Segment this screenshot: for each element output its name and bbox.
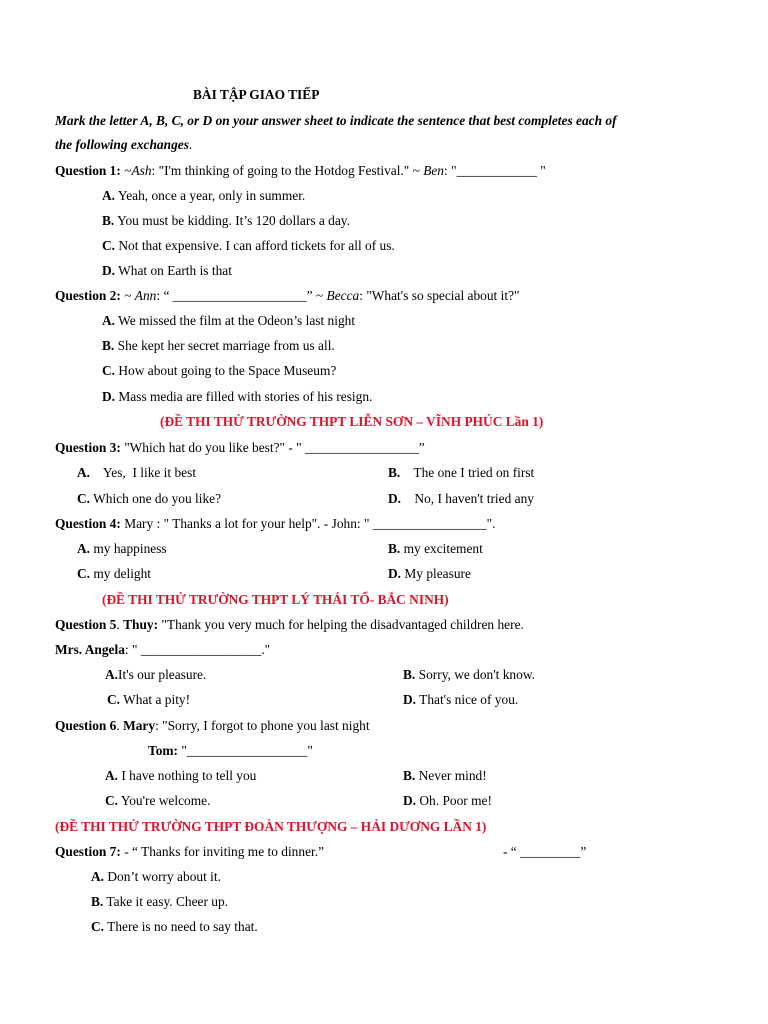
answer-blank: _________________ bbox=[372, 516, 487, 531]
option-text: Oh. Poor me! bbox=[416, 793, 492, 808]
option-a bbox=[105, 666, 206, 683]
q6-text: : "Sorry, I forgot to phone you last night bbox=[155, 718, 370, 733]
option-text: We missed the film at the Odeon’s last night bbox=[115, 313, 356, 328]
option-letter: B. bbox=[102, 213, 115, 228]
source-heading-2: (ĐỀ THI THỬ TRƯỜNG THPT LÝ THÁI TỔ- BẮC NINH) bbox=[102, 592, 449, 607]
speaker: Becca bbox=[326, 288, 360, 303]
instruction-period: . bbox=[188, 137, 193, 152]
option-text: Not that expensive. I can afford tickets for all of us. bbox=[115, 238, 395, 253]
option-text: Sorry, we don't know. bbox=[415, 667, 535, 682]
question-label: Question 5 bbox=[55, 617, 117, 632]
q2-pre: ~ bbox=[120, 288, 135, 303]
question-6 bbox=[55, 717, 370, 734]
instruction-line-1: Mark the letter A, B, C, or D on your answer sheet to indicate the sentence that best completes each of bbox=[55, 113, 617, 128]
question-label: Question 3: bbox=[55, 440, 121, 455]
option-b bbox=[403, 767, 487, 784]
option-letter: C. bbox=[77, 491, 91, 506]
option-d bbox=[388, 490, 534, 507]
option-b bbox=[388, 540, 483, 557]
q5-text: : " bbox=[124, 642, 141, 657]
answer-blank: _________ bbox=[520, 844, 581, 859]
option-text: Don’t worry about it. bbox=[104, 869, 221, 884]
option-c bbox=[105, 792, 210, 809]
option-letter: D. bbox=[403, 793, 417, 808]
option-c bbox=[77, 565, 151, 582]
q6-end: " bbox=[307, 743, 313, 758]
option-letter: A. bbox=[91, 869, 105, 884]
option-letter: A. bbox=[77, 541, 91, 556]
option-letter: B. bbox=[403, 768, 416, 783]
option-c bbox=[102, 362, 336, 379]
option-b bbox=[91, 893, 228, 910]
answer-blank: ____________________ bbox=[172, 288, 307, 303]
q7-reply: - “ bbox=[503, 844, 521, 859]
option-text: No, I haven't tried any bbox=[401, 491, 534, 506]
option-text: Yes, I like it best bbox=[90, 465, 197, 480]
option-letter: D. bbox=[388, 491, 402, 506]
answer-blank: __________________ bbox=[186, 743, 308, 758]
option-a bbox=[102, 312, 355, 329]
q2-text: ” ~ bbox=[306, 288, 327, 303]
q2-text: : “ bbox=[156, 288, 173, 303]
question-label: Question 2: bbox=[55, 288, 121, 303]
option-letter: A. bbox=[77, 465, 91, 480]
q5-dot: . bbox=[116, 617, 124, 632]
option-text: My pleasure bbox=[401, 566, 471, 581]
option-c bbox=[91, 918, 258, 935]
option-a bbox=[105, 767, 256, 784]
q5-end: ." bbox=[261, 642, 271, 657]
option-text: The one I tried on first bbox=[400, 465, 535, 480]
option-text: What on Earth is that bbox=[115, 263, 232, 278]
source-heading-3: (ĐỀ THI THỬ TRƯỜNG THPT ĐOÀN THƯỢNG – HẢI DƯƠNG LẦN 1) bbox=[55, 819, 487, 834]
speaker: Mrs. Angela bbox=[55, 642, 125, 657]
option-letter: B. bbox=[102, 338, 115, 353]
q4-text: Mary : " Thanks a lot for your help". - John: " bbox=[120, 516, 373, 531]
option-letter: B. bbox=[91, 894, 104, 909]
option-a bbox=[102, 187, 305, 204]
speaker: Mary bbox=[123, 718, 156, 733]
question-label: Question 1: bbox=[55, 163, 121, 178]
q3-end: ” bbox=[418, 440, 425, 455]
option-text: She kept her secret marriage from us all. bbox=[114, 338, 335, 353]
option-text: That's nice of you. bbox=[416, 692, 519, 707]
option-letter: B. bbox=[388, 465, 401, 480]
q1-text: : "I'm thinking of going to the Hotdog Festival." ~ bbox=[151, 163, 424, 178]
option-d bbox=[403, 792, 492, 809]
option-letter: A. bbox=[102, 313, 116, 328]
option-text: Which one do you like? bbox=[90, 491, 222, 506]
option-text: What a pity! bbox=[120, 692, 191, 707]
option-a bbox=[77, 540, 167, 557]
option-letter: C. bbox=[77, 566, 91, 581]
option-a bbox=[91, 868, 221, 885]
option-d bbox=[388, 565, 471, 582]
option-text: Never mind! bbox=[415, 768, 487, 783]
q5-text: "Thank you very much for helping the disadvantaged children here. bbox=[158, 617, 524, 632]
speaker: Thuy: bbox=[123, 617, 159, 632]
question-2 bbox=[55, 287, 519, 304]
option-letter: C. bbox=[102, 238, 116, 253]
q1-pre: ~ bbox=[120, 163, 132, 178]
option-text: There is no need to say that. bbox=[104, 919, 258, 934]
q7-end: ” bbox=[580, 844, 587, 859]
question-6-reply bbox=[148, 742, 313, 759]
speaker: Ben bbox=[423, 163, 445, 178]
q4-end: ". bbox=[486, 516, 496, 531]
answer-blank: _________________ bbox=[304, 440, 419, 455]
option-c bbox=[77, 490, 221, 507]
option-d bbox=[403, 691, 518, 708]
question-label: Question 4: bbox=[55, 516, 121, 531]
q1-end: " bbox=[536, 163, 546, 178]
option-letter: C. bbox=[91, 919, 105, 934]
q6-text: " bbox=[178, 743, 187, 758]
source-heading-1: (ĐỀ THI THỬ TRƯỜNG THPT LIỄN SƠN – VĨNH PHÚC Lần 1) bbox=[160, 414, 544, 429]
q3-text: "Which hat do you like best?" - " bbox=[120, 440, 305, 455]
speaker: Tom: bbox=[148, 743, 179, 758]
question-5-reply bbox=[55, 641, 270, 658]
speaker: Ann bbox=[134, 288, 157, 303]
question-4 bbox=[55, 515, 495, 532]
option-letter: A. bbox=[102, 188, 116, 203]
option-text: Yeah, once a year, only in summer. bbox=[115, 188, 306, 203]
option-letter: C. bbox=[105, 793, 119, 808]
q2-post: : "What's so special about it?" bbox=[359, 288, 520, 303]
question-7-reply bbox=[503, 843, 586, 860]
instruction-line-2 bbox=[55, 136, 192, 153]
q7-text: - “ Thanks for inviting me to dinner.” bbox=[120, 844, 325, 859]
answer-blank: ____________ bbox=[456, 163, 537, 178]
question-7 bbox=[55, 843, 324, 860]
speaker: Ash bbox=[131, 163, 152, 178]
option-letter: B. bbox=[388, 541, 401, 556]
question-label: Question 7: bbox=[55, 844, 121, 859]
option-letter: D. bbox=[388, 566, 402, 581]
option-d bbox=[102, 262, 232, 279]
option-letter: D. bbox=[403, 692, 417, 707]
option-d bbox=[102, 388, 372, 405]
option-letter: B. bbox=[403, 667, 416, 682]
page-title: BÀI TẬP GIAO TIẾP bbox=[193, 87, 320, 102]
question-3 bbox=[55, 439, 425, 456]
question-1 bbox=[55, 162, 546, 179]
q6-dot: . bbox=[116, 718, 124, 733]
option-a bbox=[77, 464, 196, 481]
option-b bbox=[403, 666, 535, 683]
option-letter: A. bbox=[105, 768, 119, 783]
answer-blank: __________________ bbox=[140, 642, 262, 657]
option-b bbox=[102, 212, 350, 229]
option-text: my excitement bbox=[400, 541, 483, 556]
option-text: my delight bbox=[90, 566, 152, 581]
option-c bbox=[102, 237, 395, 254]
option-b bbox=[388, 464, 534, 481]
option-c bbox=[107, 691, 190, 708]
question-label: Question 6 bbox=[55, 718, 117, 733]
option-letter: D. bbox=[102, 263, 116, 278]
option-letter: D. bbox=[102, 389, 116, 404]
option-text: It's our pleasure. bbox=[118, 667, 207, 682]
option-text: Mass media are filled with stories of his resign. bbox=[115, 389, 373, 404]
option-letter: C. bbox=[107, 692, 121, 707]
option-letter: A. bbox=[105, 667, 119, 682]
question-5 bbox=[55, 616, 524, 633]
option-letter: C. bbox=[102, 363, 116, 378]
option-b bbox=[102, 337, 335, 354]
option-text: Take it easy. Cheer up. bbox=[103, 894, 229, 909]
instruction-text: the following exchanges bbox=[55, 137, 189, 152]
q1-post: : " bbox=[444, 163, 457, 178]
option-text: You're welcome. bbox=[118, 793, 211, 808]
option-text: You must be kidding. It’s 120 dollars a day. bbox=[114, 213, 350, 228]
option-text: How about going to the Space Museum? bbox=[115, 363, 337, 378]
option-text: my happiness bbox=[90, 541, 167, 556]
option-text: I have nothing to tell you bbox=[118, 768, 257, 783]
